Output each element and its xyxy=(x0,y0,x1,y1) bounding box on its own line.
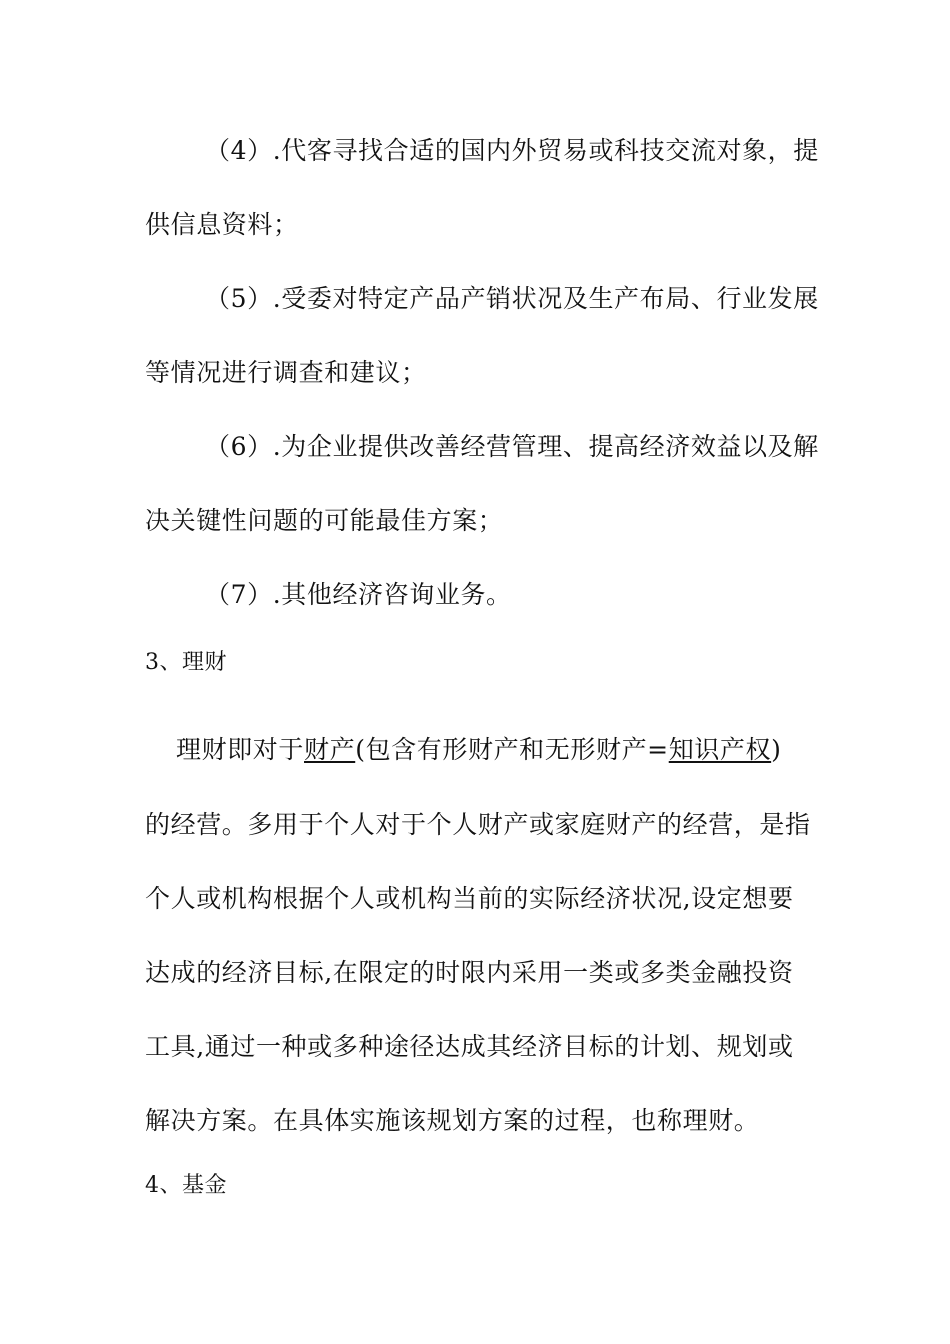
section-3-paragraph-line-3: 个人或机构根据个人或机构当前的实际经济状况,设定想要 xyxy=(145,884,794,913)
item-7-line-1: （7）.其他经济咨询业务。 xyxy=(205,580,512,609)
item-5-line-1: （5）.受委对特定产品产销状况及生产布局、行业发展 xyxy=(205,284,819,313)
link-property[interactable]: 财产 xyxy=(304,735,356,764)
section-3-paragraph-line-6: 解决方案。在具体实施该规划方案的过程，也称理财。 xyxy=(145,1106,760,1135)
paragraph-text: 理财即对于 xyxy=(176,735,305,764)
section-3-paragraph-line-5: 工具,通过一种或多种途径达成其经济目标的计划、规划或 xyxy=(145,1032,794,1061)
section-3-heading: 3、理财 xyxy=(145,650,227,675)
section-4-heading: 4、基金 xyxy=(145,1173,227,1198)
link-intellectual-property[interactable]: 知识产权 xyxy=(668,735,772,764)
item-5-line-2: 等情况进行调查和建议； xyxy=(145,358,427,387)
item-4-line-2: 供信息资料； xyxy=(145,210,299,239)
paragraph-text: (包含有形财产和无形财产= xyxy=(355,735,669,764)
section-3-paragraph-line-1 xyxy=(176,735,782,765)
item-6-line-1: （6）.为企业提供改善经营管理、提高经济效益以及解 xyxy=(205,432,819,461)
item-4-line-1: （4）.代客寻找合适的国内外贸易或科技交流对象，提 xyxy=(205,136,819,165)
paragraph-text: ) xyxy=(771,735,782,764)
item-6-line-2: 决关键性问题的可能最佳方案； xyxy=(145,506,504,535)
section-3-paragraph-line-2: 的经营。多用于个人对于个人财产或家庭财产的经营，是指 xyxy=(145,810,811,839)
section-3-paragraph-line-4: 达成的经济目标,在限定的时限内采用一类或多类金融投资 xyxy=(145,958,794,987)
